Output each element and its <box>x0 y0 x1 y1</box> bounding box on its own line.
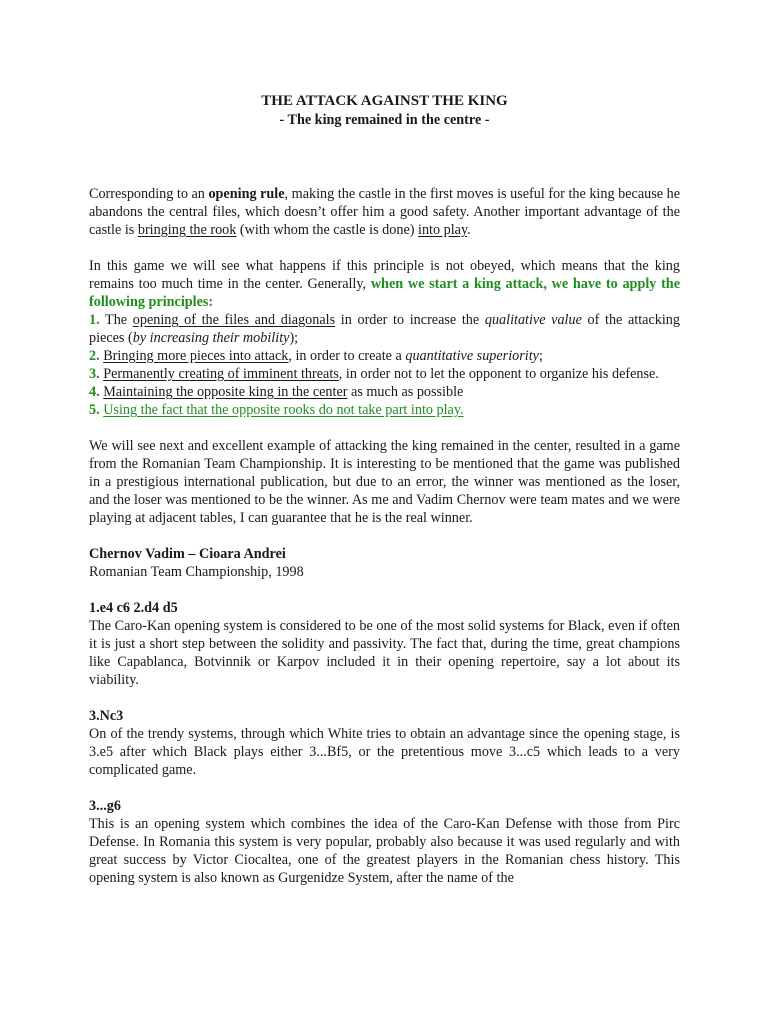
move-commentary: This is an opening system which combines the idea of the Caro-Kan Defense with those from Pirc Defense. In Romania this system is very popular, probably also because it was used regularly and with great success by Victor Ciocaltea, one of the greatest players in the Romanian chess history. This opening system is also known as Gurgenidze System, after the name of the <box>89 816 680 886</box>
move-commentary: On of the trendy systems, through which White tries to obtain an advantage since the opening stage, is 3.e5 after which Black plays either 3...Bf5, or the pretentious move 3...c5 which leads to a very complicated game. <box>89 726 680 778</box>
move-heading: 1.e4 c6 2.d4 d5 <box>89 600 178 616</box>
document-subtitle: - The king remained in the centre - <box>279 112 490 128</box>
text-run: The <box>99 312 133 328</box>
document-title: THE ATTACK AGAINST THE KING <box>261 93 508 109</box>
example-paragraph: We will see next and excellent example of attacking the king remained in the center, resulted in a game from the Romanian Team Championship. It is interesting to be mentioned that the game was published in a prestigious international publication, but due to an error, the winner was mentioned as the loser, and the loser was mentioned to be the winner. As me and Vadim Chernov were team mates and we were playing at adjacent tables, I can guarantee that he is the real winner. <box>89 438 680 526</box>
text-run: as much as possible <box>347 384 464 400</box>
principle-underlined: opening of the files and diagonals <box>132 312 336 328</box>
principle-underlined: Maintaining the opposite king in the center <box>103 384 348 400</box>
text-run: , in order not to let the opponent to organize his defense. <box>338 366 659 382</box>
text-run: ); <box>289 330 299 346</box>
italic-text: by increasing their mobility <box>132 330 290 346</box>
document-page <box>89 92 680 887</box>
underline-bringing-rook: bringing the rook <box>137 222 237 238</box>
principle-item-3 <box>89 365 680 383</box>
move-commentary: The Caro-Kan opening system is considered to be one of the most solid systems for Black, even if often it is just a short step between the solidity and passivity. The fact that, during the time, great champions like Capablanca, Botvinnik or Karpov included it in their opening repertoire, say a lot about its viability. <box>89 618 680 688</box>
principles-intro-paragraph <box>89 257 680 311</box>
text-run: of the attacking pieces ( <box>89 312 680 346</box>
principle-number: 4. <box>89 384 100 400</box>
italic-text: quantitative superiority <box>405 348 539 364</box>
text-run: in order to increase the <box>335 312 485 328</box>
emphasis-opening-rule: opening rule <box>208 186 285 202</box>
move-heading: 3.Nc3 <box>89 708 124 724</box>
principle-item-1 <box>89 311 680 347</box>
principle-number: 1. <box>89 312 100 328</box>
principle-item-2 <box>89 347 680 365</box>
text-run: . <box>467 222 471 238</box>
principle-underlined: Bringing more pieces into attack <box>103 348 289 364</box>
principle-underlined: Permanently creating of imminent threats <box>103 366 339 382</box>
game-event: Romanian Team Championship, 1998 <box>89 564 304 580</box>
principle-item-5 <box>89 401 680 419</box>
text-run: (with whom the castle is done) <box>236 222 419 238</box>
principle-number: 2. <box>89 348 100 364</box>
game-players: Chernov Vadim – Cioara Andrei <box>89 546 286 562</box>
italic-text: qualitative value <box>484 312 582 328</box>
green-emphasis: when we start a king attack, we have to apply the following principles: <box>89 276 680 310</box>
move-heading: 3...g6 <box>89 798 121 814</box>
principle-item-4 <box>89 383 680 401</box>
text-run: ; <box>538 348 543 364</box>
principle-number: 5. <box>89 402 100 418</box>
principle-underlined: Using the fact that the opposite rooks do not take part into play. <box>103 402 464 418</box>
text-run: , making the castle in the first moves is useful for the king because he abandons the central files, which doesn’t offer him a good safety. Another important advantage of the castle is <box>89 186 680 238</box>
text-run: Corresponding to an <box>89 186 209 202</box>
text-run: In this game we will see what happens if this principle is not obeyed, which means that the king remains too much time in the center. Generally, <box>89 258 680 292</box>
intro-paragraph <box>89 185 680 239</box>
principle-number: 3. <box>89 366 100 382</box>
underline-into-play: into play <box>418 222 468 238</box>
text-run: , in order to create a <box>288 348 406 364</box>
